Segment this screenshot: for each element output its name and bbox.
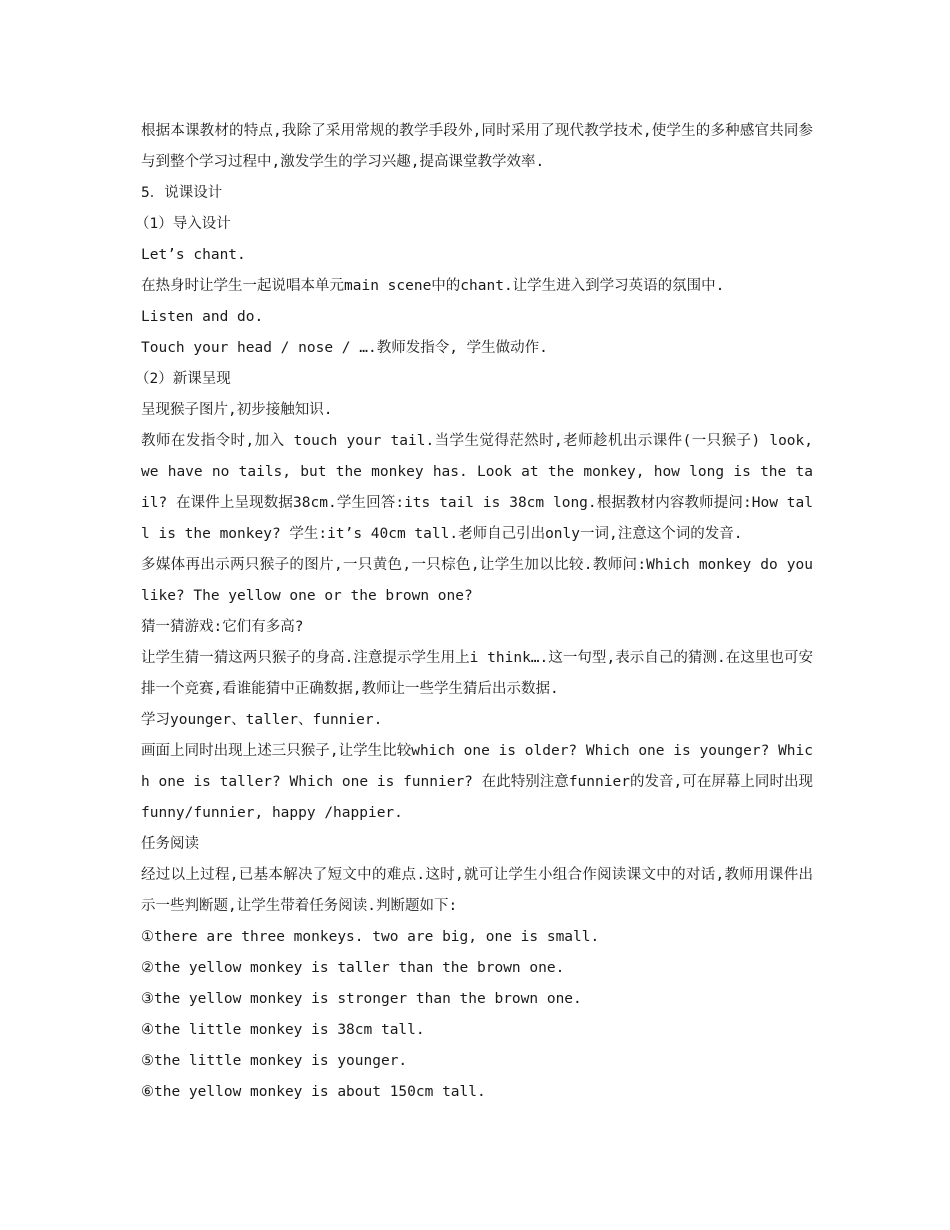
document-body	[135, 116, 822, 1108]
paragraph-touch-your-tail: 教师在发指令时,加入 touch your tail.当学生觉得茫然时,老师趁机出示课件(一只猴子) look, we have no tails, but the monkey has. Look at the monkey, how long is the tail? 在课件上呈现数据38cm.学生回答:its tail is 38cm long.根据教材内容教师提问:How tall is the monkey? 学生:it’s 40cm tall.老师自己引出only一词,注意这个词的发音.	[141, 433, 822, 542]
list-item-6: ⑥the yellow monkey is about 150cm tall.	[141, 1084, 486, 1100]
subheading-new-lesson: （2）新课呈现	[135, 371, 231, 387]
section-heading-lesson-design: 5．说课设计	[141, 185, 223, 201]
list-item-4: ④the little monkey is 38cm tall.	[141, 1022, 425, 1038]
paragraph-task-reading-intro: 经过以上过程,已基本解决了短文中的难点.这时,就可让学生小组合作阅读课文中的对话,教师用课件出示一些判断题,让学生带着任务阅读.判断题如下:	[141, 867, 813, 914]
paragraph-lets-chant: Let’s chant.	[141, 247, 246, 263]
list-item-1: ①there are three monkeys. two are big, one is small.	[141, 929, 600, 945]
paragraph-guess-height: 让学生猜一猜这两只猴子的身高.注意提示学生用上i think….这一句型,表示自己的猜测.在这里也可安排一个竞赛,看谁能猜中正确数据,教师让一些学生猜后出示数据.	[141, 650, 813, 697]
paragraph-touch-your-head: Touch your head / nose / ….教师发指令, 学生做动作.	[141, 340, 548, 356]
list-item-2: ②the yellow monkey is taller than the brown one.	[141, 960, 565, 976]
paragraph-teaching-methods: 根据本课教材的特点,我除了采用常规的教学手段外,同时采用了现代教学技术,使学生的多种感官共同参与到整个学习过程中,激发学生的学习兴趣,提高课堂教学效率.	[141, 123, 813, 170]
paragraph-warm-up: 在热身时让学生一起说唱本单元main scene中的chant.让学生进入到学习英语的氛围中.	[141, 278, 725, 294]
paragraph-guessing-game: 猜一猜游戏:它们有多高?	[141, 619, 304, 635]
paragraph-task-reading: 任务阅读	[141, 836, 199, 852]
subheading-lead-in: （1）导入设计	[135, 216, 231, 232]
list-item-3: ③the yellow monkey is stronger than the brown one.	[141, 991, 582, 1007]
paragraph-listen-and-do: Listen and do.	[141, 309, 264, 325]
list-item-5: ⑤the little monkey is younger.	[141, 1053, 408, 1069]
paragraph-show-monkey-picture: 呈现猴子图片,初步接触知识.	[141, 402, 333, 418]
paragraph-learn-comparatives: 学习younger、taller、funnier.	[141, 712, 383, 728]
paragraph-two-monkeys: 多媒体再出示两只猴子的图片,一只黄色,一只棕色,让学生加以比较.教师问:Which monkey do you like? The yellow one or the brown one?	[141, 557, 822, 604]
paragraph-compare-three-monkeys: 画面上同时出现上述三只猴子,让学生比较which one is older? Which one is younger? Which one is taller? Which one is funnier? 在此特别注意funnier的发音,可在屏幕上同时出现funny/funnier, happy /happier.	[141, 743, 813, 821]
